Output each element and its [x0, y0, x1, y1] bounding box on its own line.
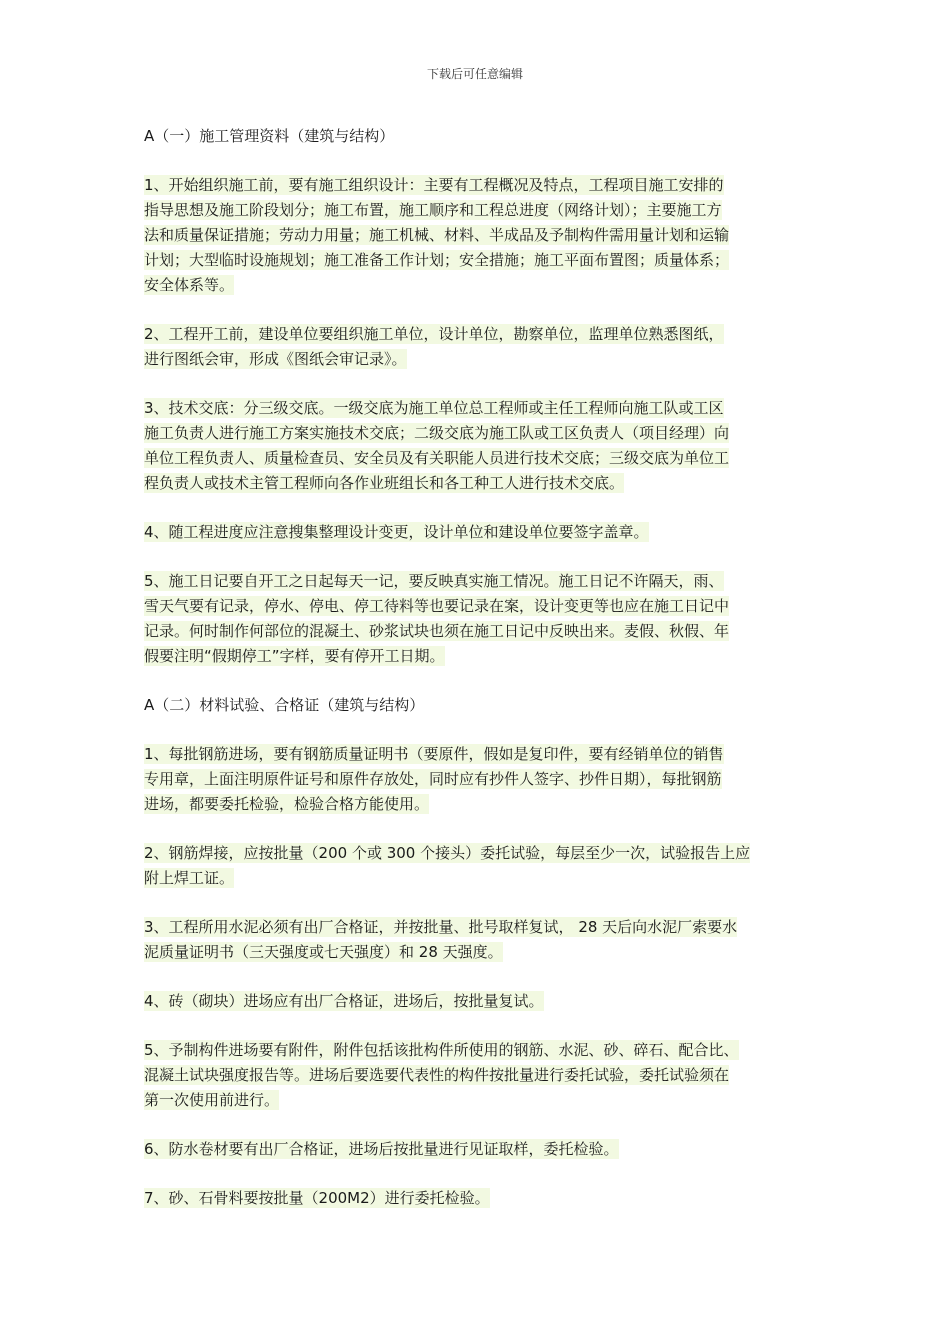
- paragraph: [144, 520, 820, 545]
- paragraph-line: 假要注明“假期停工”字样，要有停开工日期。: [144, 647, 445, 665]
- paragraph-line: 安全体系等。: [144, 276, 235, 294]
- paragraph-line: 6、防水卷材要有出厂合格证，进场后按批量进行见证取样，委托检验。: [144, 1140, 619, 1158]
- paragraph-line: 7、砂、石骨料要按批量（200M2）进行委托检验。: [144, 1189, 490, 1207]
- paragraph: [144, 742, 820, 817]
- paragraph: [144, 396, 820, 496]
- paragraph-line: 法和质量保证措施；劳动力用量；施工机械、材料、半成品及予制构件需用量计划和运输: [144, 226, 730, 244]
- section-title: A（一）施工管理资料（建筑与结构）: [144, 127, 395, 145]
- paragraph-line: 进场，都要委托检验，检验合格方能使用。: [144, 795, 430, 813]
- paragraph: [144, 989, 820, 1014]
- paragraph-line: 5、予制构件进场要有附件，附件包括该批构件所使用的钢筋、水泥、砂、碎石、配合比、: [144, 1041, 739, 1059]
- page-header: 下载后可任意编辑: [426, 67, 523, 81]
- paragraph: [144, 1038, 820, 1113]
- paragraph: [144, 173, 820, 298]
- paragraph-line: 2、钢筋焊接，应按批量（200 个或 300 个接头）委托试验，每层至少一次，试验报告上应: [144, 844, 751, 862]
- paragraph-line: 程负责人或技术主管工程师向各作业班组长和各工种工人进行技术交底。: [144, 474, 625, 492]
- paragraph-line: 3、技术交底：分三级交底。一级交底为施工单位总工程师或主任工程师向施工队或工区: [144, 399, 724, 417]
- paragraph-line: 1、每批钢筋进场，要有钢筋质量证明书（要原件，假如是复印件，要有经销单位的销售: [144, 745, 724, 763]
- paragraph-line: 第一次使用前进行。: [144, 1091, 280, 1109]
- paragraph-line: 专用章，上面注明原件证号和原件存放处，同时应有抄件人签字、抄件日期），每批钢筋: [144, 770, 722, 788]
- paragraph: [144, 1186, 820, 1211]
- paragraph-line: 4、砖（砌块）进场应有出厂合格证，进场后，按批量复试。: [144, 992, 544, 1010]
- paragraph-line: 单位工程负责人、质量检查员、安全员及有关职能人员进行技术交底；三级交底为单位工: [144, 449, 730, 467]
- paragraph-line: 混凝土试块强度报告等。进场后要选要代表性的构件按批量进行委托试验，委托试验须在: [144, 1066, 730, 1084]
- paragraph: [144, 322, 820, 372]
- paragraph-line: 2、工程开工前，建设单位要组织施工单位，设计单位，勘察单位，监理单位熟悉图纸，: [144, 325, 724, 343]
- paragraph-line: 记录。何时制作何部位的混凝土、砂浆试块也须在施工日记中反映出来。麦假、秋假、年: [144, 622, 730, 640]
- paragraph: [144, 841, 820, 891]
- paragraph-line: 指导思想及施工阶段划分；施工布置，施工顺序和工程总进度（网络计划）；主要施工方: [144, 201, 722, 219]
- paragraph-line: 泥质量证明书（三天强度或七天强度）和 28 天强度。: [144, 943, 503, 961]
- paragraph-line: 4、随工程进度应注意搜集整理设计变更，设计单位和建设单位要签字盖章。: [144, 523, 649, 541]
- paragraph: [144, 1137, 820, 1162]
- paragraph-line: 进行图纸会审，形成《图纸会审记录》。: [144, 350, 407, 368]
- paragraph: [144, 915, 820, 965]
- paragraph-line: 5、施工日记要自开工之日起每天一记，要反映真实施工情况。施工日记不许隔天，雨、: [144, 572, 724, 590]
- paragraph-line: 3、工程所用水泥必须有出厂合格证，并按批量、批号取样复试， 28 天后向水泥厂索要水: [144, 918, 738, 936]
- paragraph-line: 施工负责人进行施工方案实施技术交底；二级交底为施工队或工区负责人（项目经理）向: [144, 424, 730, 442]
- document-body: [144, 124, 820, 1235]
- paragraph-line: 雪天气要有记录，停水、停电、停工待料等也要记录在案，设计变更等也应在施工日记中: [144, 597, 730, 615]
- paragraph-line: 1、开始组织施工前，要有施工组织设计：主要有工程概况及特点，工程项目施工安排的: [144, 176, 724, 194]
- section-title: A（二）材料试验、合格证（建筑与结构）: [144, 696, 425, 714]
- paragraph: [144, 569, 820, 669]
- paragraph-line: 计划；大型临时设施规划；施工准备工作计划；安全措施；施工平面布置图；质量体系；: [144, 251, 730, 269]
- paragraph-line: 附上焊工证。: [144, 869, 235, 887]
